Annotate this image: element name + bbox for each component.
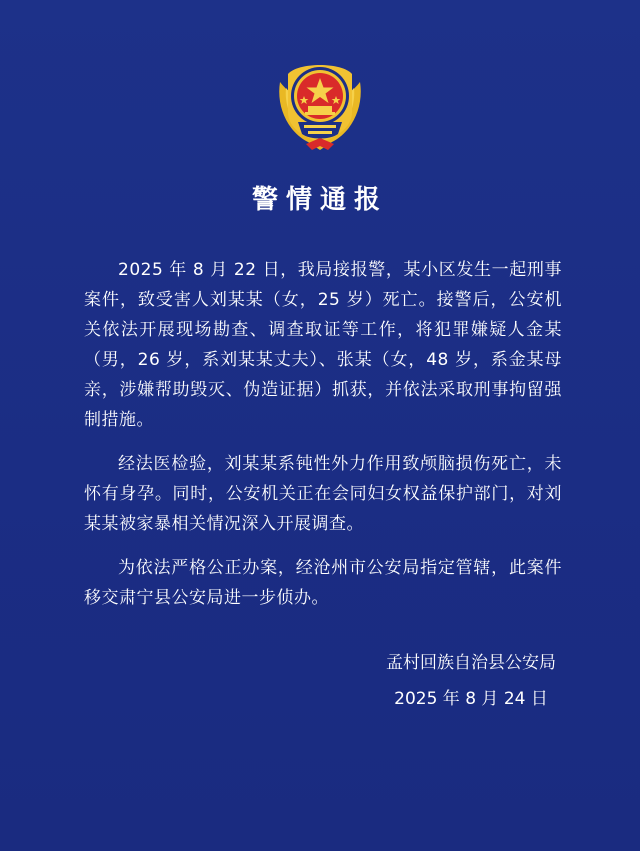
police-emblem-icon [268, 52, 372, 156]
notice-paragraph: 经法医检验，刘某某系钝性外力作用致颅脑损伤死亡，未怀有身孕。同时，公安机关正在会同妇女权益保护部门，对刘某某被家暴相关情况深入开展调查。 [84, 454, 562, 534]
issue-date: 2025 年 8 月 24 日 [394, 689, 548, 709]
issuer-name: 孟村回族自治县公安局 [386, 653, 556, 673]
notice-paragraph: 为依法严格公正办案，经沧州市公安局指定管辖，此案件移交肃宁县公安局进一步侦办。 [84, 558, 562, 608]
notice-body [84, 255, 562, 627]
notice-paragraph: 2025 年 8 月 22 日，我局接报警，某小区发生一起刑事案件，致受害人刘某某（女，25 岁）死亡。接警后，公安机关依法开展现场勘查、调查取证等工作，将犯罪嫌疑人金某（男，26 岁，系刘某某丈夫）、张某（女，48 岁，系金某母亲，涉嫌帮助毁灭、伪造证据）抓获，并依法采取刑事拘留强制措施。 [84, 260, 562, 430]
signature-block [386, 645, 556, 717]
notice-title: 警情通报 [251, 185, 388, 215]
